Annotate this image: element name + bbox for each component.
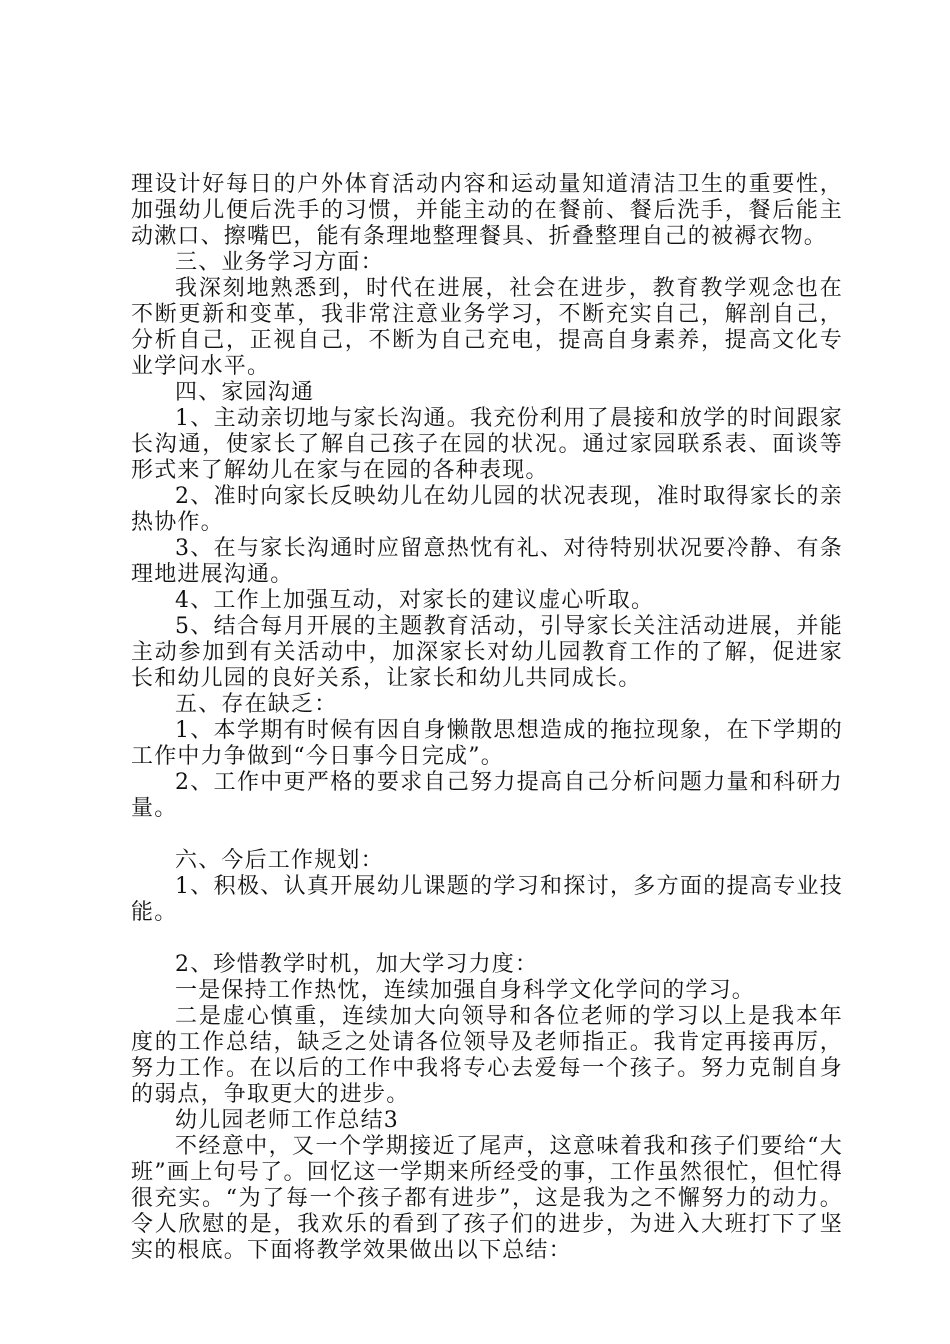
list-item: 1、本学期有时候有因自身懒散思想造成的拖拉现象，在下学期的工作中力争做到“今日事今日完成”。 xyxy=(131,718,843,769)
section-heading: 五、存在缺乏： xyxy=(175,692,338,717)
list-item: 4、工作上加强互动，对家长的建议虚心听取。 xyxy=(175,588,655,613)
paragraph: 一是保持工作热忱，连续加强自身科学文化学问的学习。 xyxy=(175,978,756,1003)
list-item: 2、工作中更严格的要求自己努力提高自己分析问题力量和科研力量。 xyxy=(131,770,843,821)
section-heading: 四、家园沟通 xyxy=(175,380,315,405)
document-body xyxy=(131,172,843,1264)
section-title: 幼儿园老师工作总结3 xyxy=(175,1108,399,1133)
blank-line xyxy=(131,822,843,848)
list-item: 2、珍惜教学时机，加大学习力度： xyxy=(175,952,539,977)
section-heading: 三、业务学习方面： xyxy=(175,250,384,275)
paragraph: 我深刻地熟悉到，时代在进展，社会在进步，教育教学观念也在不断更新和变革，我非常注意业务学习，不断充实自己，解剖自己，分析自己，正视自己，不断为自己充电，提高自身素养，提高文化专业学问水平。 xyxy=(131,276,843,379)
blank-line xyxy=(131,926,843,952)
paragraph: 不经意中，又一个学期接近了尾声，这意味着我和孩子们要给“大班”画上句号了。回忆这一学期来所经受的事，工作虽然很忙，但忙得很充实。“为了每一个孩子都有进步”，这是我为之不懈努力的动力。令人欣慰的是，我欢乐的看到了孩子们的进步，为进入大班打下了坚实的根底。下面将教学效果做出以下总结： xyxy=(131,1134,843,1263)
list-item: 1、主动亲切地与家长沟通。我充份利用了晨接和放学的时间跟家长沟通，使家长了解自己孩子在园的状况。通过家园联系表、面谈等形式来了解幼儿在家与在园的各种表现。 xyxy=(131,406,843,483)
list-item: 5、结合每月开展的主题教育活动，引导家长关注活动进展，并能主动参加到有关活动中，加深家长对幼儿园教育工作的了解，促进家长和幼儿园的良好关系，让家长和幼儿共同成长。 xyxy=(131,614,843,691)
list-item: 1、积极、认真开展幼儿课题的学习和探讨，多方面的提高专业技能。 xyxy=(131,874,843,925)
paragraph: 二是虚心慎重，连续加大向领导和各位老师的学习以上是我本年度的工作总结，缺乏之处请各位领导及老师指正。我肯定再接再厉，努力工作。在以后的工作中我将专心去爱每一个孩子。努力克制自身的弱点，争取更大的进步。 xyxy=(131,1004,843,1107)
list-item: 2、准时向家长反映幼儿在幼儿园的状况表现，准时取得家长的亲热协作。 xyxy=(131,484,843,535)
paragraph: 理设计好每日的户外体育活动内容和运动量知道清洁卫生的重要性，加强幼儿便后洗手的习惯，并能主动的在餐前、餐后洗手，餐后能主动漱口、擦嘴巴，能有条理地整理餐具、折叠整理自己的被褥衣物。 xyxy=(131,172,843,249)
section-heading: 六、今后工作规划： xyxy=(175,848,384,873)
list-item: 3、在与家长沟通时应留意热忱有礼、对待特别状况要冷静、有条理地进展沟通。 xyxy=(131,536,843,587)
